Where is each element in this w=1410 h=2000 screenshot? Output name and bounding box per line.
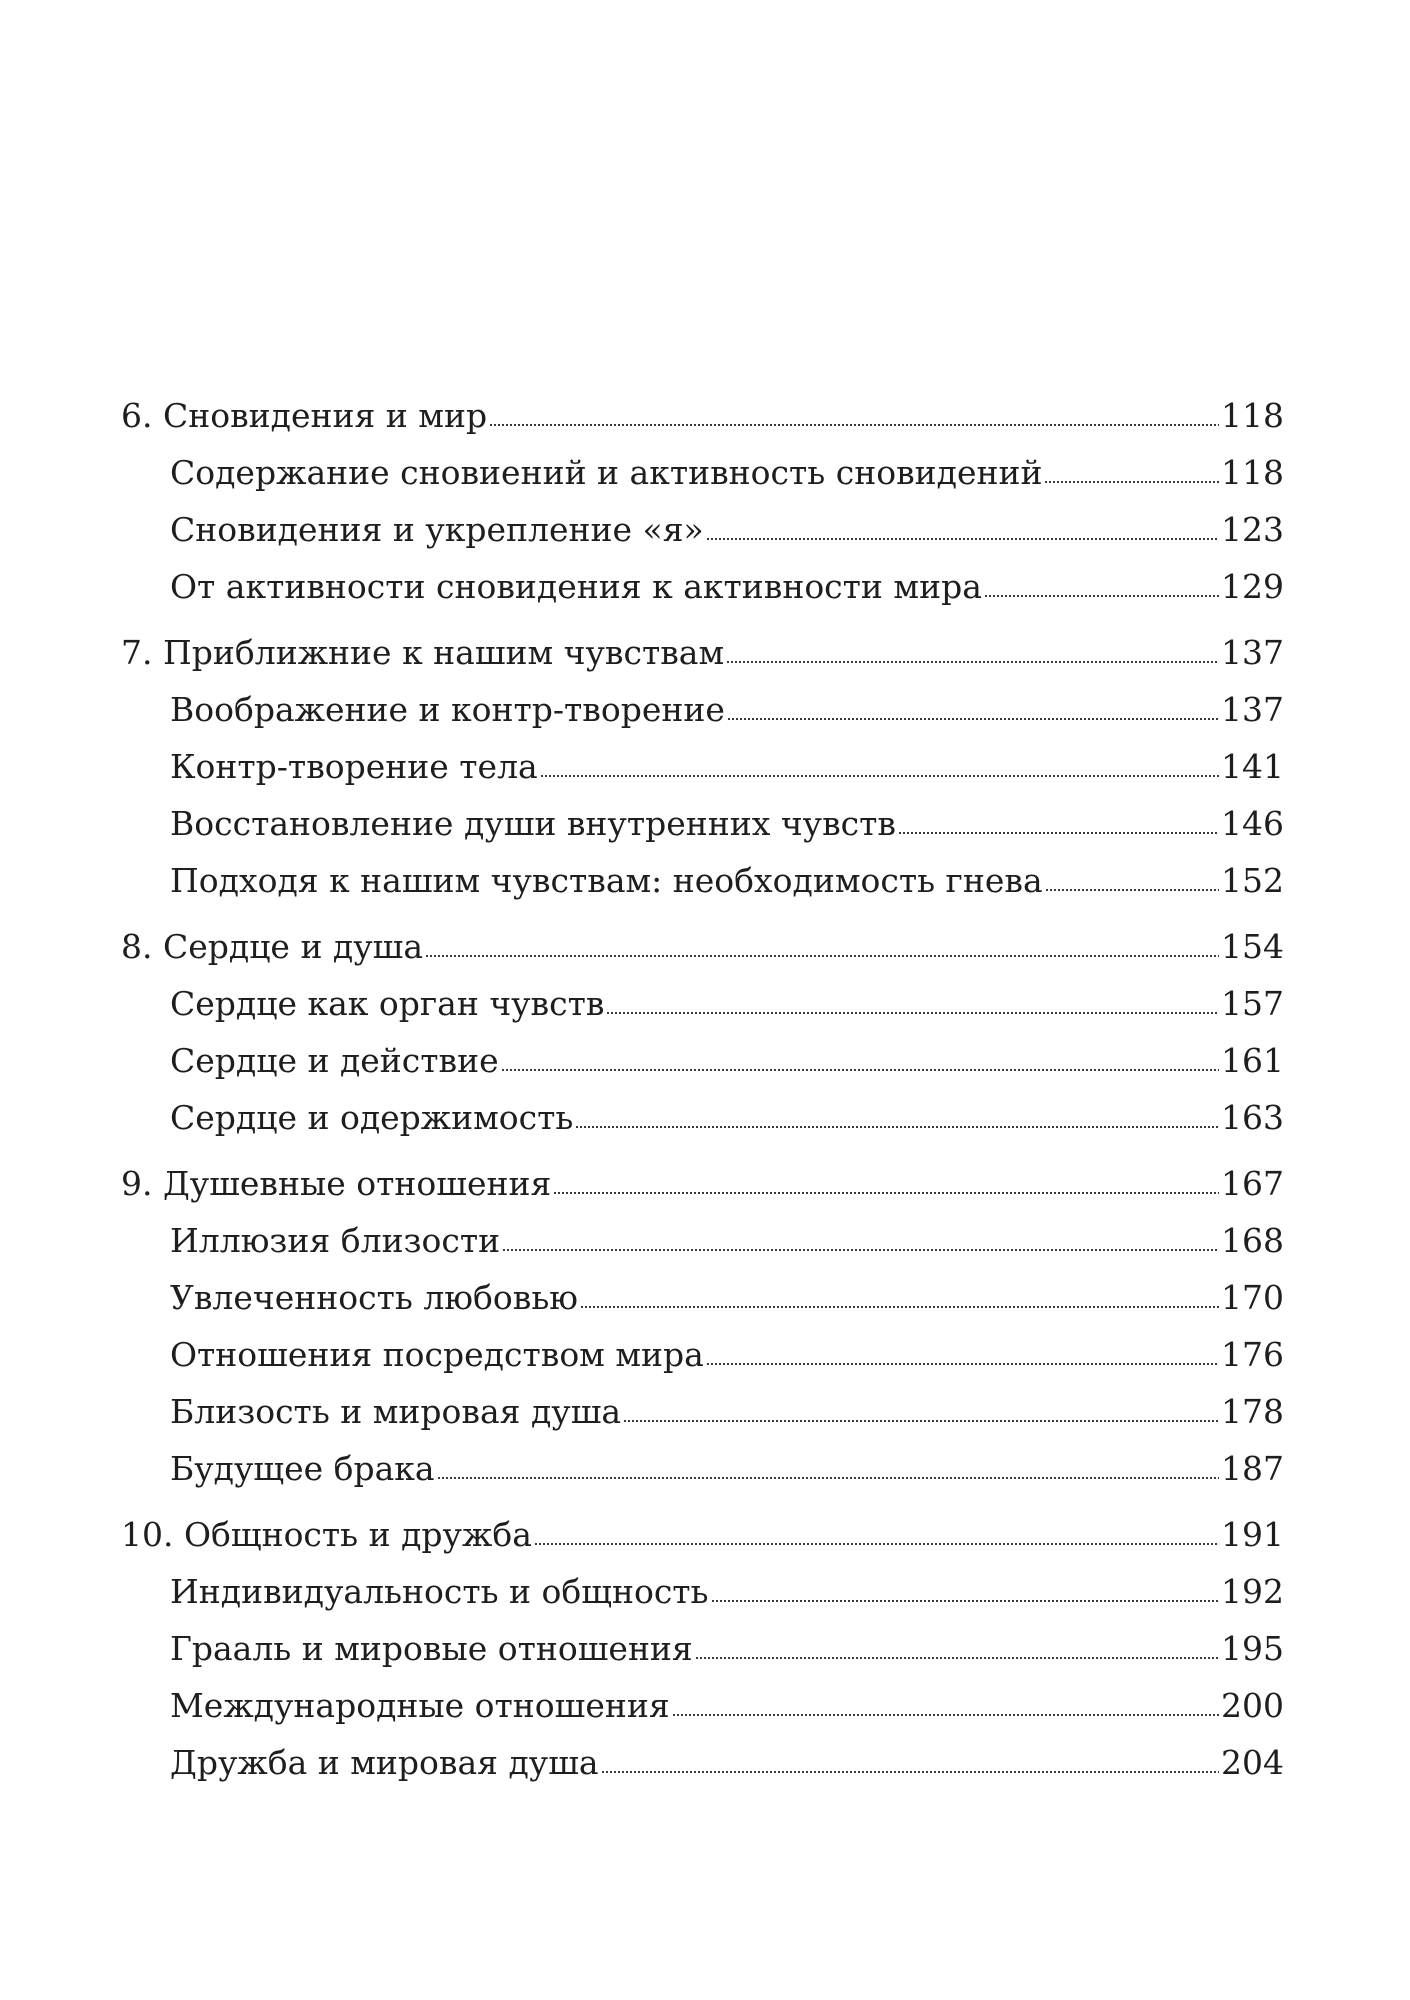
dot-leader [984, 594, 1219, 598]
toc-entry-title: Грааль и мировые отношения [170, 1629, 693, 1668]
dot-leader [553, 1191, 1219, 1195]
dot-leader [601, 1770, 1219, 1774]
toc-page-number: 200 [1221, 1686, 1284, 1725]
toc-section[interactable] [121, 852, 1284, 909]
dot-leader [1044, 480, 1219, 484]
toc-section[interactable] [121, 558, 1284, 615]
toc-entry-title: Индивидуальность и общность [170, 1572, 709, 1611]
toc-entry-title: 8. Сердце и душа [121, 927, 424, 966]
toc-chapter-8[interactable] [121, 918, 1284, 975]
toc-section[interactable] [121, 1620, 1284, 1677]
toc-section[interactable] [121, 1032, 1284, 1089]
toc-entry-title: Сердце и действие [170, 1041, 499, 1080]
toc-page-number: 167 [1221, 1164, 1284, 1203]
toc-section[interactable] [121, 444, 1284, 501]
toc-entry-title: 10. Общность и дружба [121, 1515, 532, 1554]
toc-entry-title: Контр-творение тела [170, 747, 538, 786]
toc-entry-title: 6. Сновидения и мир [121, 396, 488, 435]
dot-leader [540, 774, 1219, 778]
toc-entry-title: Будущее брака [170, 1449, 435, 1488]
toc-page-number: 137 [1221, 690, 1284, 729]
toc-section[interactable] [121, 1677, 1284, 1734]
toc-chapter-10[interactable] [121, 1506, 1284, 1563]
dot-leader [489, 423, 1219, 427]
toc-page-number: 157 [1221, 984, 1284, 1023]
toc-page-number: 129 [1221, 567, 1284, 606]
toc-section[interactable] [121, 1440, 1284, 1497]
toc-section[interactable] [121, 1089, 1284, 1146]
table-of-contents [121, 387, 1284, 1791]
dot-leader [695, 1656, 1219, 1660]
dot-leader [534, 1542, 1219, 1546]
toc-page-number: 118 [1221, 396, 1284, 435]
dot-leader [606, 1011, 1219, 1015]
toc-page-number: 152 [1221, 861, 1284, 900]
dot-leader [672, 1713, 1219, 1717]
dot-leader [575, 1125, 1219, 1129]
toc-entry-title: Сновидения и укрепление «я» [170, 510, 704, 549]
dot-leader [706, 537, 1219, 541]
toc-entry-title: От активности сновидения к активности мира [170, 567, 982, 606]
toc-entry-title: Увлеченность любовью [170, 1278, 579, 1317]
toc-chapter-9[interactable] [121, 1155, 1284, 1212]
toc-section[interactable] [121, 1383, 1284, 1440]
toc-page-number: 141 [1221, 747, 1284, 786]
toc-entry-title: 7. Приближние к нашим чувствам [121, 633, 725, 672]
toc-entry-title: Близость и мировая душа [170, 1392, 622, 1431]
dot-leader [425, 954, 1219, 958]
toc-entry-title: Содержание сновиений и активность сновидений [170, 453, 1043, 492]
toc-entry-title: Воображение и контр-творение [170, 690, 725, 729]
toc-entry-title: Дружба и мировая душа [170, 1743, 599, 1782]
toc-page-number: 154 [1221, 927, 1284, 966]
toc-section[interactable] [121, 501, 1284, 558]
toc-entry-title: Восстановление души внутренних чувств [170, 804, 896, 843]
toc-page-number: 176 [1221, 1335, 1284, 1374]
toc-entry-title: Подходя к нашим чувствам: необходимость гнева [170, 861, 1043, 900]
dot-leader [580, 1305, 1219, 1309]
dot-leader [706, 1362, 1219, 1366]
toc-chapter-6[interactable] [121, 387, 1284, 444]
toc-section[interactable] [121, 975, 1284, 1032]
toc-section[interactable] [121, 681, 1284, 738]
toc-page-number: 146 [1221, 804, 1284, 843]
dot-leader [1045, 888, 1219, 892]
toc-page-number: 118 [1221, 453, 1284, 492]
dot-leader [502, 1248, 1219, 1252]
dot-leader [727, 717, 1219, 721]
toc-chapter-7[interactable] [121, 624, 1284, 681]
dot-leader [437, 1476, 1219, 1480]
toc-section[interactable] [121, 1212, 1284, 1269]
toc-entry-title: Иллюзия близости [170, 1221, 501, 1260]
toc-section[interactable] [121, 1269, 1284, 1326]
toc-section[interactable] [121, 1563, 1284, 1620]
toc-page-number: 187 [1221, 1449, 1284, 1488]
toc-section[interactable] [121, 738, 1284, 795]
dot-leader [898, 831, 1219, 835]
dot-leader [711, 1599, 1219, 1603]
toc-page-number: 163 [1221, 1098, 1284, 1137]
toc-entry-title: Отношения посредством мира [170, 1335, 704, 1374]
dot-leader [501, 1068, 1219, 1072]
toc-entry-title: Сердце как орган чувств [170, 984, 605, 1023]
toc-page-number: 204 [1221, 1743, 1284, 1782]
toc-entry-title: 9. Душевные отношения [121, 1164, 552, 1203]
toc-section[interactable] [121, 1326, 1284, 1383]
toc-page-number: 191 [1221, 1515, 1284, 1554]
toc-page-number: 168 [1221, 1221, 1284, 1260]
toc-entry-title: Сердце и одержимость [170, 1098, 574, 1137]
toc-page-number: 161 [1221, 1041, 1284, 1080]
toc-page-number: 178 [1221, 1392, 1284, 1431]
toc-page-number: 192 [1221, 1572, 1284, 1611]
toc-page-number: 137 [1221, 633, 1284, 672]
toc-section[interactable] [121, 795, 1284, 852]
toc-page-number: 170 [1221, 1278, 1284, 1317]
dot-leader [623, 1419, 1219, 1423]
toc-section[interactable] [121, 1734, 1284, 1791]
dot-leader [726, 660, 1219, 664]
toc-page-number: 195 [1221, 1629, 1284, 1668]
toc-page-number: 123 [1221, 510, 1284, 549]
toc-entry-title: Международные отношения [170, 1686, 670, 1725]
